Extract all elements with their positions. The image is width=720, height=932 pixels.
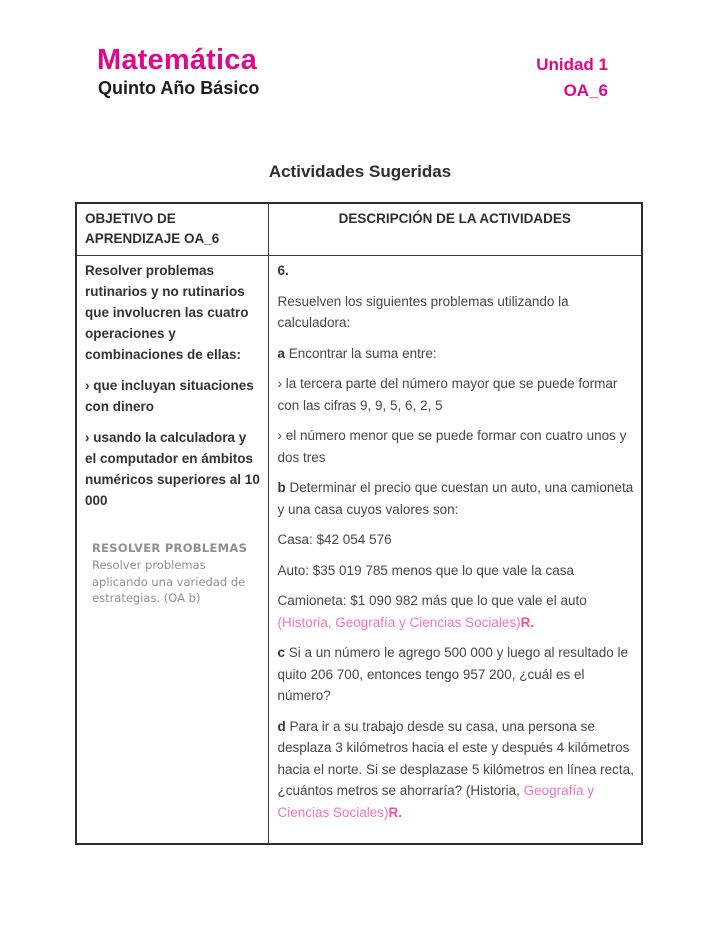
- text-run: › la tercera parte del número mayor que se puede formar con las cifras 9, 9, 5, 6, 2, 5: [277, 376, 618, 413]
- unit-label: Unidad 1: [536, 55, 608, 74]
- paragraph: [278, 291, 635, 334]
- text-run: Para ir a su trabajo desde su casa, una persona se desplaza 3 kilómetros hacia el este y después 4 kilómetros hacia el norte. Si se desplazase 5 kilómetros en línea recta, ¿cuántos metros se ahorraría? (Historia,: [277, 718, 634, 798]
- unit-block: [536, 52, 608, 104]
- objective-cell: [76, 256, 268, 845]
- objective-paragraphs: [85, 260, 261, 511]
- text-run: Casa: $42 054 576: [277, 532, 392, 547]
- table-body-row: [76, 256, 642, 845]
- text-run: c: [277, 645, 286, 660]
- text-run: Auto: $35 019 785 menos que lo que vale la casa: [277, 562, 574, 578]
- paragraph: [85, 427, 261, 511]
- skill-title: RESOLVER PROBLEMAS: [92, 541, 248, 555]
- text-run: b: [277, 480, 286, 495]
- text-run: Determinar el precio que cuestan un auto, una camioneta y una casa cuyos valores son:: [277, 480, 634, 517]
- skill-block: [92, 541, 262, 607]
- paragraph: [278, 343, 635, 365]
- paragraph: [85, 260, 261, 365]
- text-run: Camioneta: $1 090 982 más que lo que vale el auto: [277, 593, 587, 608]
- activity-paragraphs: [278, 260, 635, 823]
- text-run: › el número menor que se puede formar con cuatro unos y dos tres: [277, 428, 627, 465]
- section-title: Actividades Sugeridas: [268, 162, 452, 181]
- text-run: › usando la calculadora y el computador en ámbitos numéricos superiores al 10 000: [85, 430, 260, 508]
- text-run: Encontrar la suma entre:: [285, 345, 437, 361]
- col-header-objective: OBJETIVO DE APRENDIZAJE OA_6: [76, 203, 268, 256]
- grade-subtitle: Quinto Año Básico: [98, 78, 260, 98]
- activities-table: [75, 202, 643, 845]
- skill-description: Resolver problemas aplicando una variedad de estrategias. (OA b): [92, 558, 246, 605]
- text-run: R.: [520, 614, 535, 630]
- table-header-row: [76, 203, 642, 256]
- paragraph: [278, 425, 635, 468]
- text-run: Geografía y Ciencias Sociales): [277, 783, 595, 820]
- col-header-description: DESCRIPCIÓN DE LA ACTIVIDADES: [268, 203, 642, 256]
- paragraph: [278, 560, 635, 582]
- paragraph: [278, 590, 635, 633]
- subject-title: Matemática: [97, 44, 257, 76]
- activity-cell: [268, 256, 642, 845]
- paragraph: [278, 642, 635, 707]
- text-run: Si a un número le agrego 500 000 y luego al resultado le quito 206 700, entonces tengo 957 200, ¿cuál es el número?: [277, 645, 628, 703]
- paragraph: [278, 373, 635, 416]
- paragraph: [278, 477, 635, 520]
- text-run: › que incluyan situaciones con dinero: [85, 378, 254, 414]
- text-run: Resolver problemas rutinarios y no rutinarios que involucren las cuatro operaciones y combinaciones de ellas:: [85, 263, 249, 362]
- text-run: d: [277, 718, 286, 734]
- text-run: a: [277, 345, 286, 361]
- paragraph: [278, 529, 635, 551]
- text-run: Resuelven los siguientes problemas utilizando la calculadora:: [277, 293, 569, 330]
- text-run: 6.: [277, 263, 289, 278]
- text-run: (Historia, Geografía y Ciencias Sociales): [277, 614, 521, 630]
- paragraph: [278, 716, 635, 824]
- paragraph: [85, 375, 261, 417]
- paragraph: [278, 260, 635, 282]
- oa-label: OA_6: [563, 81, 608, 100]
- text-run: R.: [388, 804, 403, 820]
